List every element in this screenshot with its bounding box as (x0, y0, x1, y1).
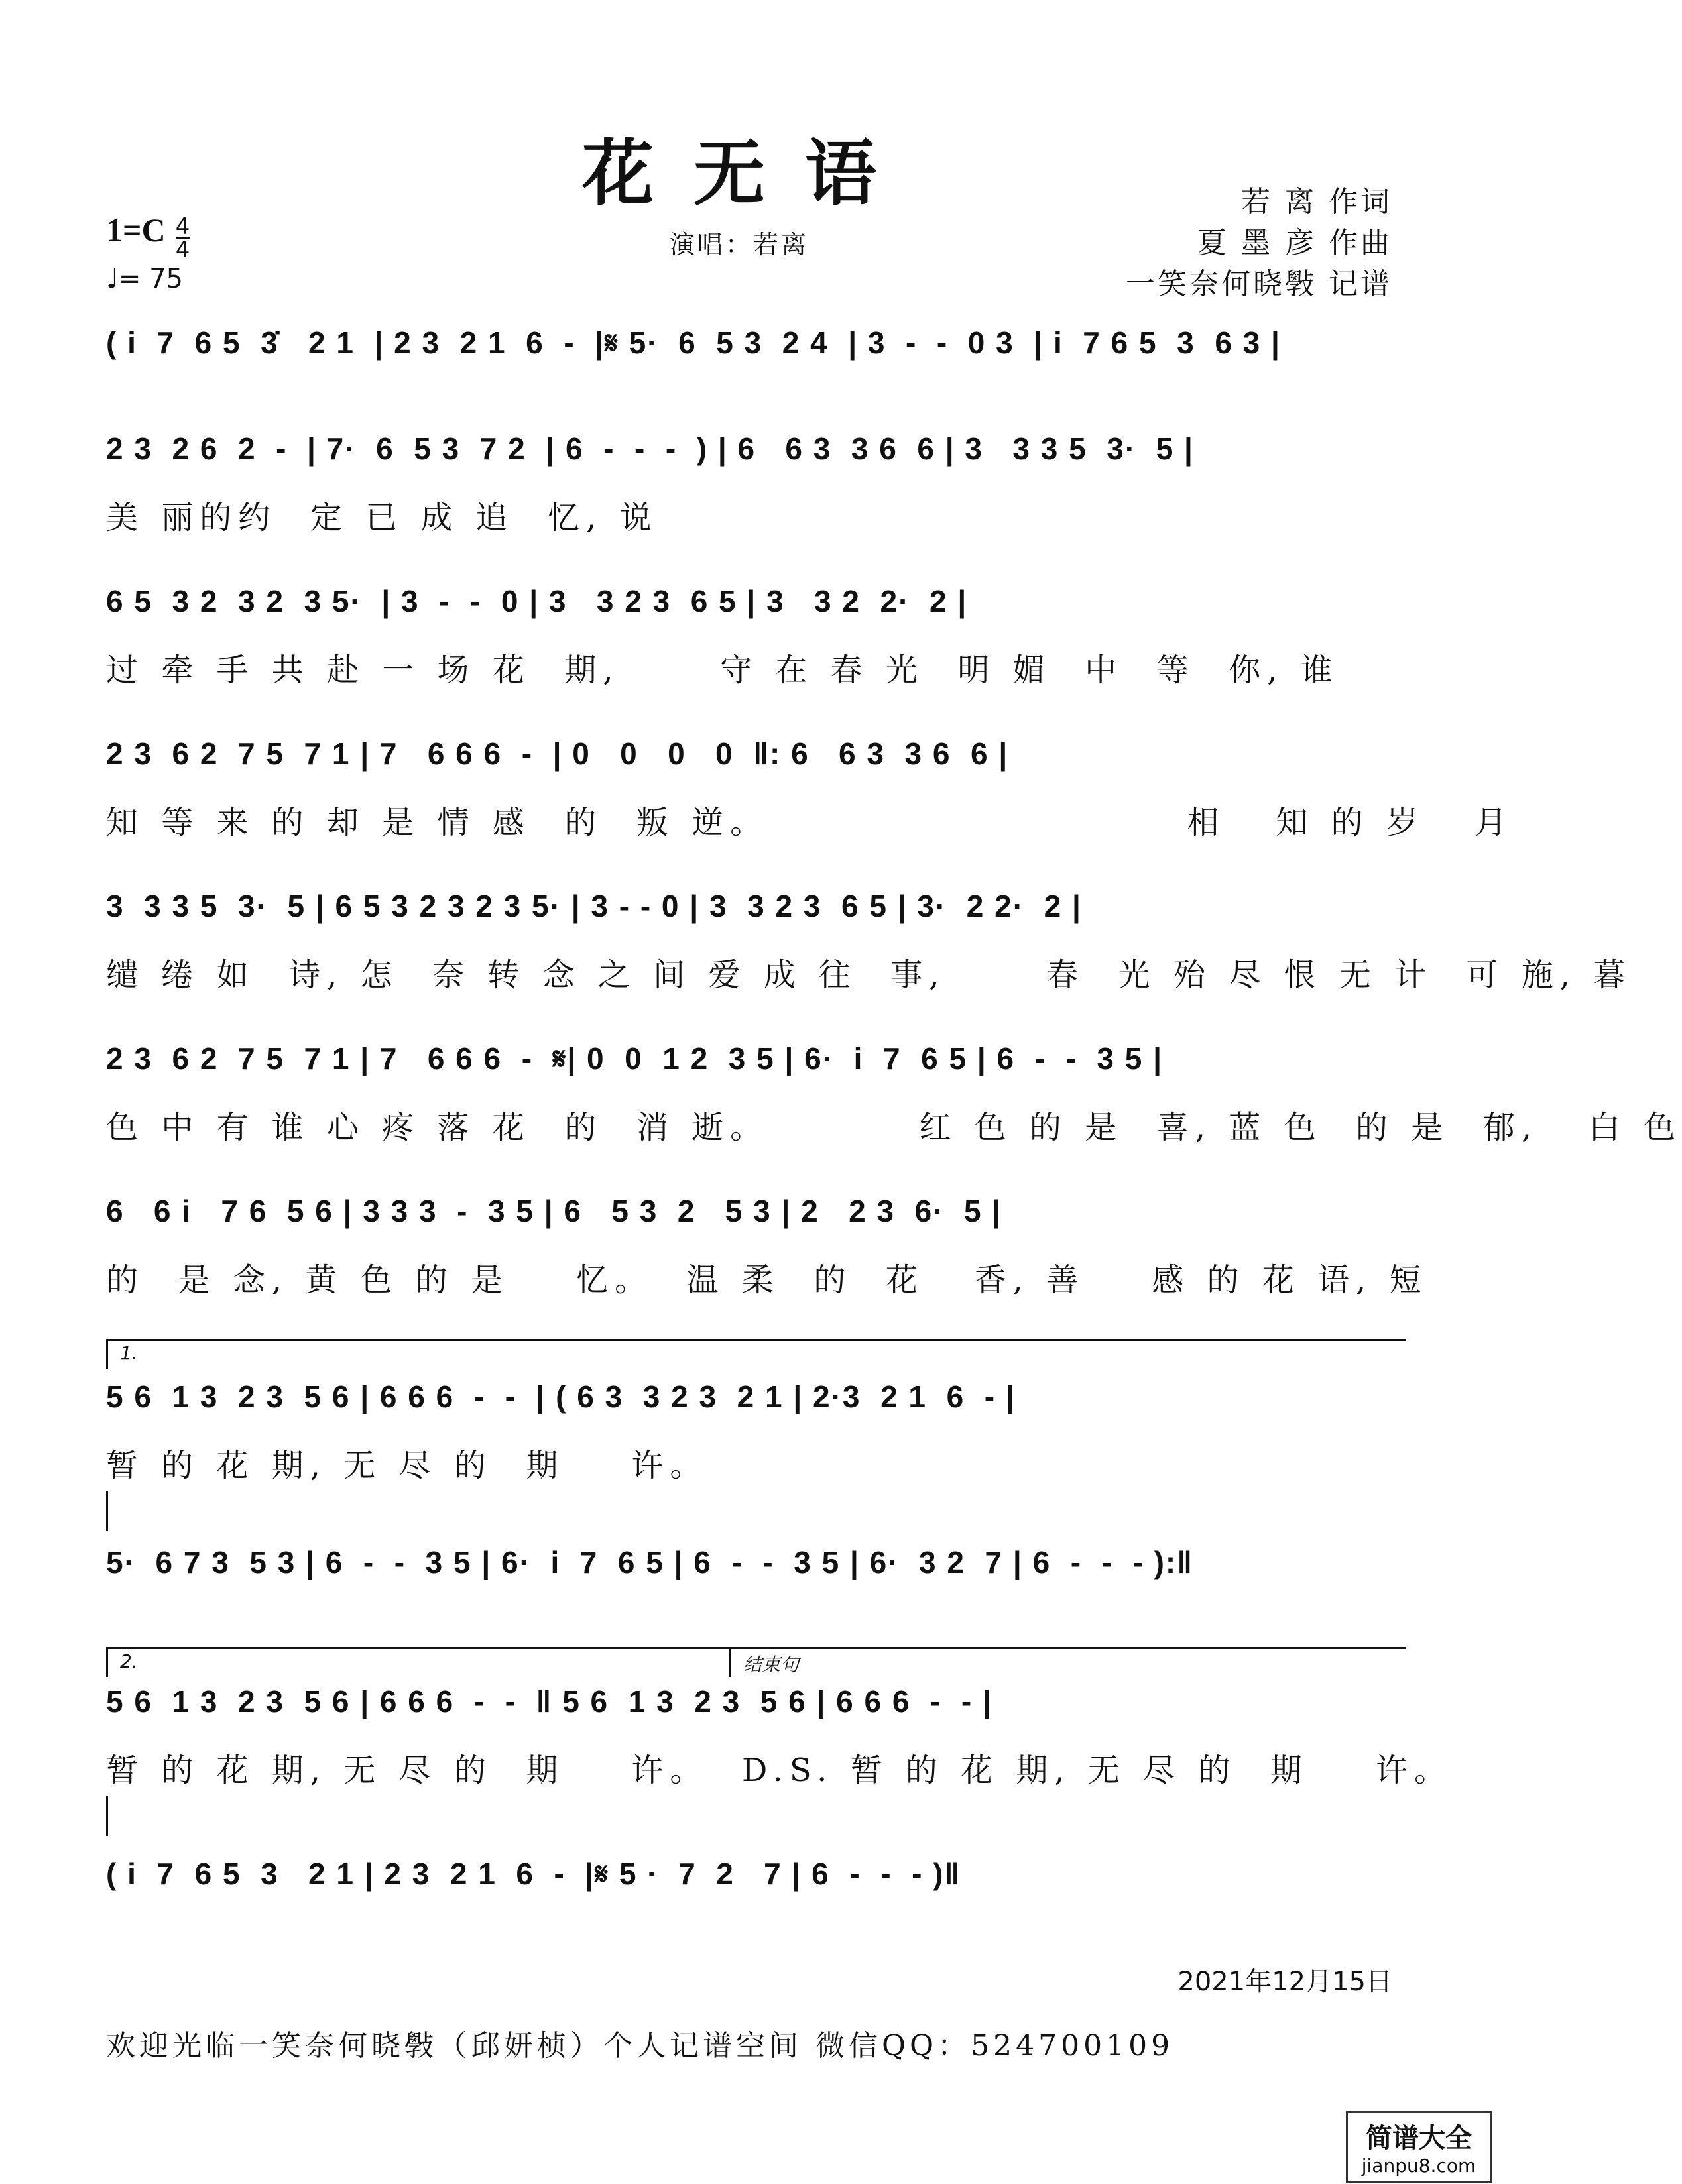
key-signature (106, 211, 190, 263)
notation-line: 5 6 1 3 2 3 5 6 | 6 6 6 - - | ( 6 3 3 2 3 2 1 | 2·3 2 1 6 - | (106, 1379, 1016, 1414)
notation-line: ( i 7 6 5 3̇ 2 1 | 2 3 2 1 6 - |𝄋 5· 6 5 3 2 4 | 3 - - 0 3 | i 7 6 5 3 6 3 | (106, 325, 1281, 360)
notation-line: 6 6 i 7 6 5 6 | 3 3 3 - 3 5 | 6 5 3 2 5 3 | 2 2 3 6· 5 | (106, 1194, 1002, 1228)
notation-line: 6 5 3 2 3 2 3 5· | 3 - - 0 | 3 3 2 3 6 5 | 3 3 2 2· 2 | (106, 584, 968, 618)
lyric-line: 暂 的 花 期, 无 尽 的 期 许。 (106, 1447, 709, 1484)
ending-bracket-tail (106, 1491, 108, 1531)
notation-line: ( i 7 6 5 3 2 1 | 2 3 2 1 6 - |𝄋 5 · 7 2 7 | 6 - - - )‖ (106, 1857, 961, 1891)
second-ending-bracket: 2. (106, 1647, 737, 1677)
composer-credit: 夏 墨 彦 作曲 (1197, 226, 1392, 260)
notation-line: 2 3 6 2 7 5 7 1 | 7 6 6 6 - 𝄋| 0 0 1 2 3 5 | 6· i 7 6 5 | 6 - - 3 5 | (106, 1041, 1163, 1076)
notation-line: 2 3 2 6 2 - | 7· 6 5 3 7 2 | 6 - - - ) | 6 6 3 3 6 6 | 3 3 3 5 3· 5 | (106, 431, 1194, 466)
notation-line: 3 3 3 5 3· 5 | 6 5 3 2 3 2 3 5· | 3 - - 0 | 3 3 2 3 6 5 | 3· 2 2· 2 | (106, 889, 1082, 923)
first-ending-bracket: 1. (106, 1339, 1406, 1369)
notation-line: 2 3 6 2 7 5 7 1 | 7 6 6 6 - | 0 0 0 0 ‖: 6 6 3 3 6 6 | (106, 736, 1009, 771)
lyric-line (106, 386, 1392, 432)
notation-line: 5· 6 7 3 5 3 | 6 - - 3 5 | 6· i 7 6 5 | 6 - - 3 5 | 6· 3 2 7 | 6 - - - ):‖ (106, 1545, 1194, 1580)
site-logo (1346, 2111, 1492, 2183)
lyric-line: 美 丽的约 定 已 成 追 忆, 说 (106, 499, 658, 536)
tempo-marking: ♩= 75 (106, 264, 183, 294)
key-label: 1=C (106, 211, 166, 249)
page-title: 花无语 (581, 132, 916, 215)
lyric-line: 色 中 有 谁 心 疼 落 花 的 消 逝。 红 色 的 是 喜, 蓝 色 的 是 郁, 白 色 (106, 1109, 1682, 1146)
date-label: 2021年12月15日 (1177, 1967, 1392, 1997)
lyricist-credit: 若 离 作词 (1241, 185, 1392, 219)
lyric-line: 缱 绻 如 诗, 怎 奈 转 念 之 间 爱 成 往 事, 春 光 殆 尽 恨 无 计 可 施, 暮 (106, 956, 1632, 994)
time-signature-bottom: 4 (175, 237, 190, 263)
time-signature-top: 4 (175, 213, 190, 240)
transcriber-credit: 一笑奈何晓斅 记谱 (1126, 267, 1392, 301)
lyric-line: 过 牵 手 共 赴 一 场 花 期, 守 在 春 光 明 媚 中 等 你, 谁 (106, 652, 1339, 689)
lyric-line (106, 1605, 1392, 1652)
lyric-line: 知 等 来 的 却 是 情 感 的 叛 逆。 相 知 的 岁 月 (106, 804, 1514, 841)
lyric-line (106, 1917, 1392, 1963)
lyric-line: 暂 的 花 期, 无 尽 的 期 许。 D.S. 暂 的 花 期, 无 尽 的 期 许。 (106, 1752, 1453, 1789)
lyric-line: 的 是 念, 黄 色 的 是 忆。 温 柔 的 花 香, 善 感 的 花 语, 短 (106, 1261, 1428, 1298)
footer-note: 欢迎光临一笑奈何晓斅（邱妍桢）个人记谱空间 微信QQ：524700109 (106, 2029, 1174, 2063)
logo-url: jianpu8.com (1361, 2155, 1476, 2177)
notation-line: 5 6 1 3 2 3 5 6 | 6 6 6 - - ‖ 5 6 1 3 2 3 5 6 | 6 6 6 - - | (106, 1684, 992, 1719)
coda-bracket: 结束句 (729, 1647, 1406, 1677)
time-signature (175, 213, 190, 263)
ending-bracket-tail (106, 1796, 108, 1836)
singer-credit: 演唱：若离 (670, 230, 810, 259)
logo-title: 简谱大全 (1366, 2123, 1472, 2154)
